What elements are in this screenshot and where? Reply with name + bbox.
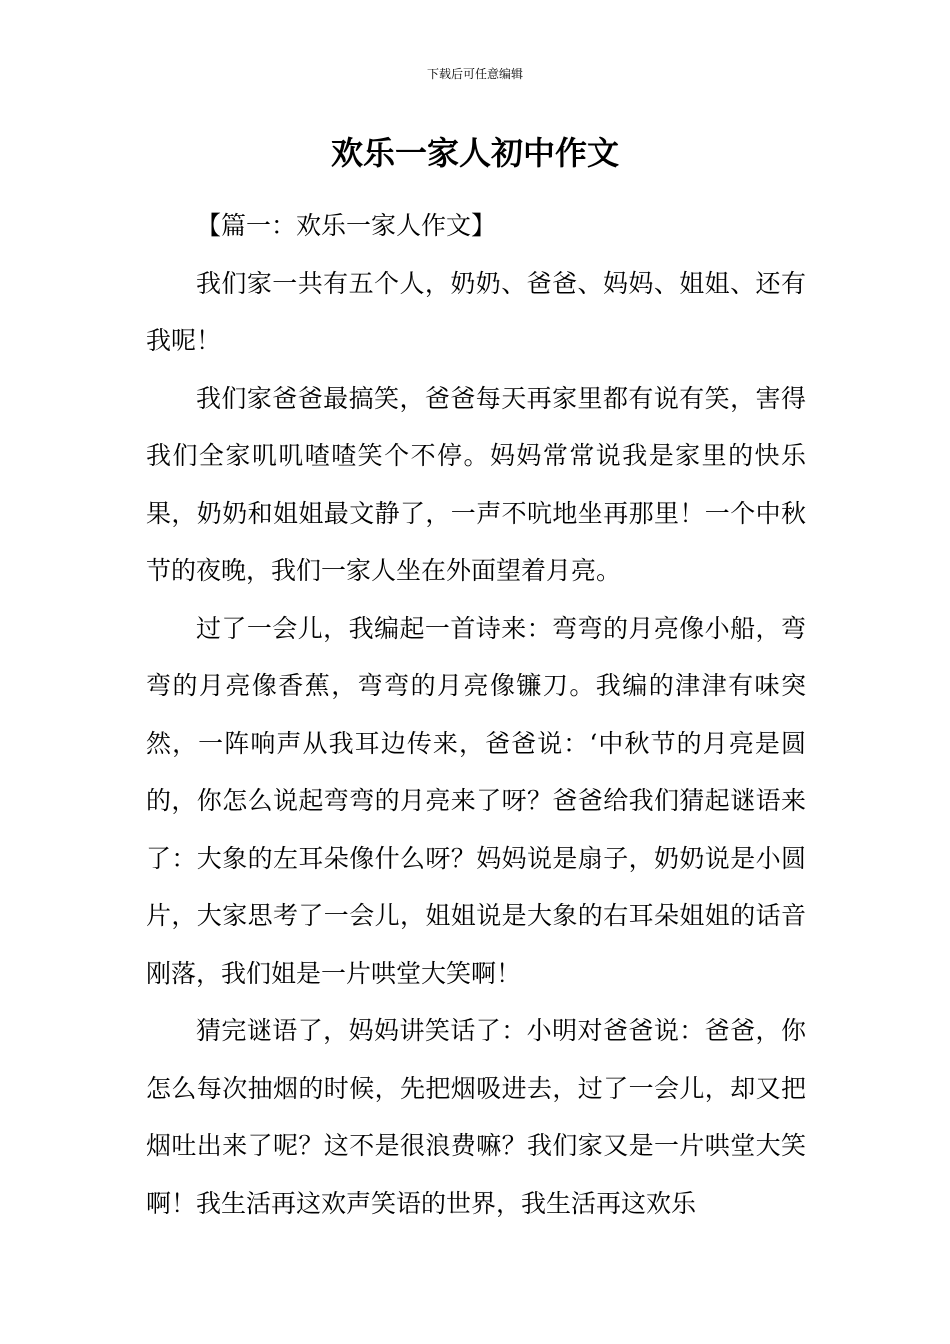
document-title: 欢乐一家人初中作文 [330,134,619,172]
paragraph-2: 我们家爸爸最搞笑，爸爸每天再家里都有说有笑，害得我们全家叽叽喳喳笑个不停。妈妈常常说我是家里的快乐果，奶奶和姐姐最文静了，一声不吭地坐再那里！一个中秋节的夜晚，我们一家人坐在外面望着月亮。 [146,383,806,585]
header-note: 下载后可任意编辑 [426,67,523,81]
paragraph-4: 猜完谜语了，妈妈讲笑话了：小明对爸爸说：爸爸，你怎么每次抽烟的时候，先把烟吸进去，过了一会儿，却又把烟吐出来了呢？这不是很浪费嘛？我们家又是一片哄堂大笑啊！我生活再这欢声笑语的世界，我生活再这欢乐 [146,1016,806,1218]
paragraph-3: 过了一会儿，我编起一首诗来：弯弯的月亮像小船，弯弯的月亮像香蕉，弯弯的月亮像镰刀。我编的津津有味突然，一阵响声从我耳边传来，爸爸说：‘中秋节的月亮是圆的，你怎么说起弯弯的月亮来了呀？爸爸给我们猜起谜语来了：大象的左耳朵像什么呀？妈妈说是扇子，奶奶说是小圆片，大家思考了一会儿，姐姐说是大象的右耳朵姐姐的话音刚落，我们姐是一片哄堂大笑啊！ [146,613,806,988]
document-body [146,197,806,1232]
section-heading: 【篇一：欢乐一家人作文】 [196,211,497,240]
paragraph-1: 我们家一共有五个人，奶奶、爸爸、妈妈、姐姐、还有我呢！ [146,268,806,355]
